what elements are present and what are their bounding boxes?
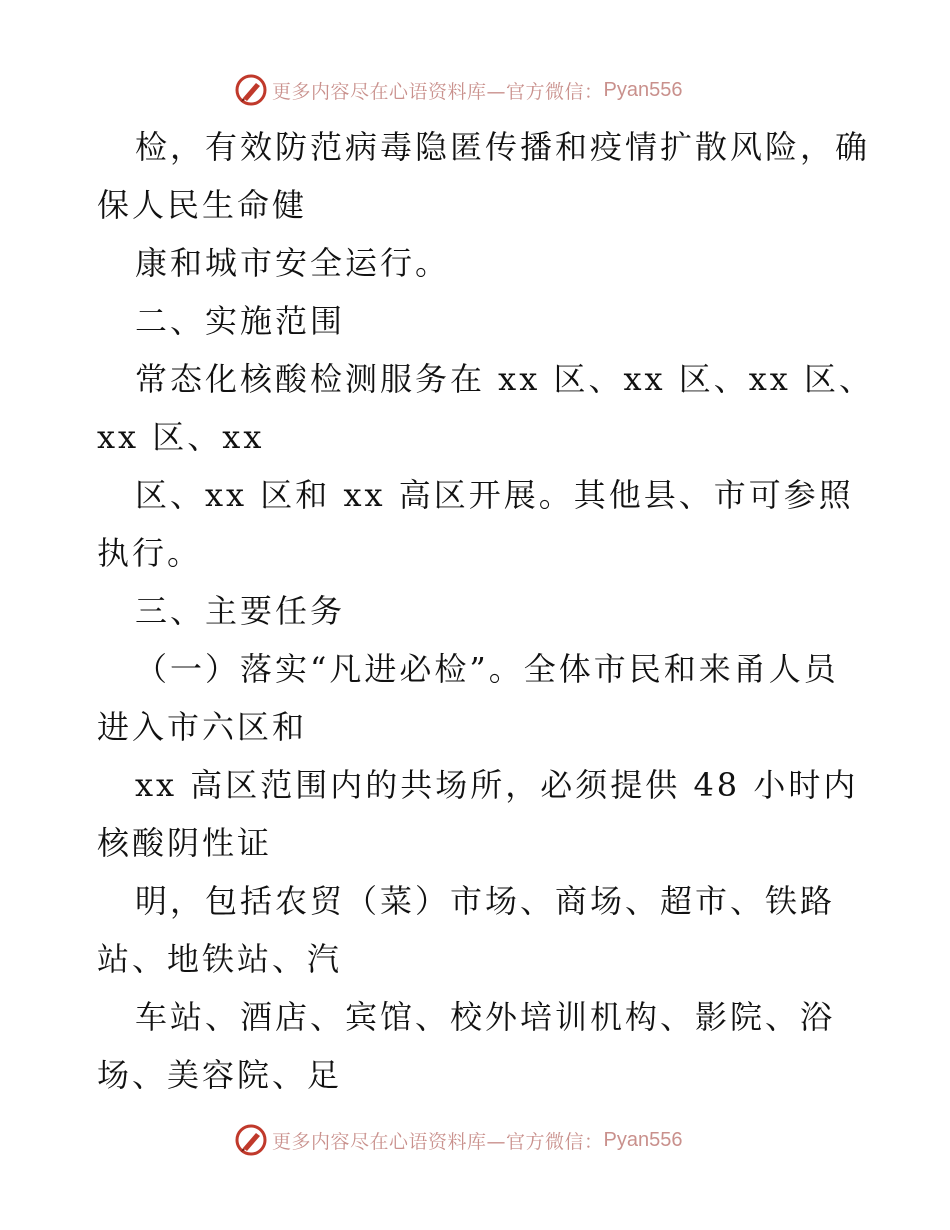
text-line: xx 区、xx	[97, 418, 265, 456]
text-line: 核酸阴性证	[97, 824, 273, 862]
text-line: 常态化核酸检测服务在 xx 区、xx 区、xx 区、	[135, 360, 874, 398]
section-heading: 二、实施范围	[135, 302, 346, 340]
watermark-handle: Pyan556	[603, 78, 683, 101]
watermark-handle: Pyan556	[603, 1128, 683, 1151]
text-line: 站、地铁站、汽	[97, 940, 343, 978]
text-line: 车站、酒店、宾馆、校外培训机构、影院、浴	[135, 998, 836, 1036]
header-watermark	[234, 72, 682, 108]
pen-logo-icon	[234, 1123, 268, 1157]
text-line: 保人民生命健	[97, 186, 308, 224]
pen-logo-icon	[234, 73, 268, 107]
text-line: 区、xx 区和 xx 高区开展。其他县、市可参照	[135, 476, 854, 514]
section-heading: 三、主要任务	[135, 592, 346, 630]
text-line: xx 高区范围内的共场所，必须提供 48 小时内	[135, 766, 859, 804]
text-line: 执行。	[97, 534, 203, 572]
text-line: 场、美容院、足	[97, 1056, 343, 1094]
text-line: 康和城市安全运行。	[135, 244, 451, 282]
text-line: （一）落实“凡进必检”。全体市民和来甬人员	[135, 650, 839, 688]
watermark-text: 更多内容尽在心语资料库—官方微信：	[272, 80, 604, 103]
text-line: 进入市六区和	[97, 708, 308, 746]
text-line: 明，包括农贸（菜）市场、商场、超市、铁路	[135, 882, 836, 920]
text-line: 检，有效防范病毒隐匿传播和疫情扩散风险，确	[135, 128, 871, 166]
footer-watermark	[234, 1122, 682, 1158]
watermark-text: 更多内容尽在心语资料库—官方微信：	[272, 1130, 604, 1153]
